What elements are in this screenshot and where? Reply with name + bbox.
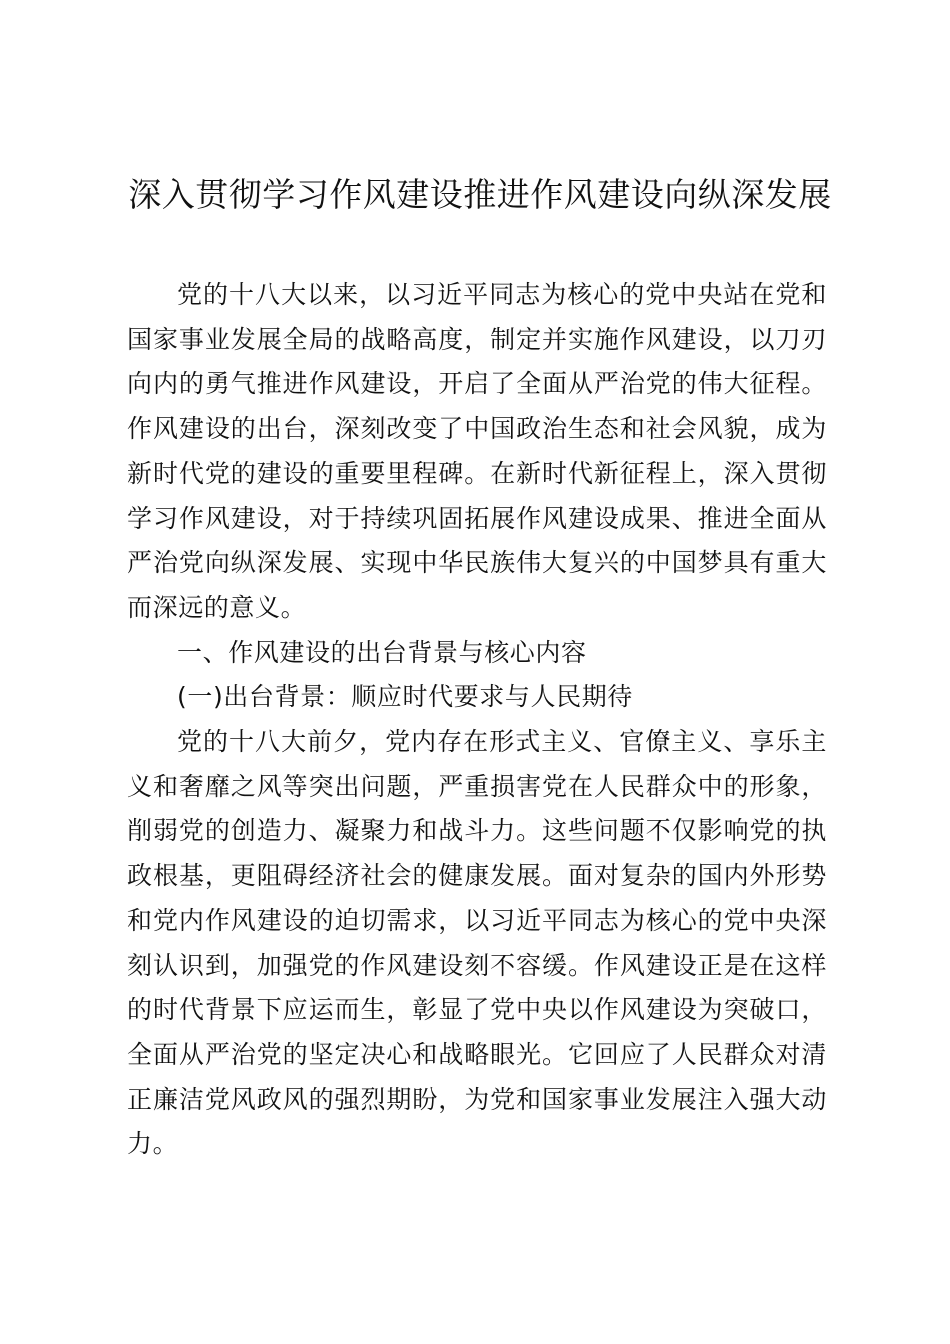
background-paragraph: 党的十八大前夕，党内存在形式主义、官僚主义、享乐主义和奢靡之风等突出问题，严重损害党在人民群众中的形象，削弱党的创造力、凝聚力和战斗力。这些问题不仅影响党的执政根基，更阻碍经济社会的健康发展。面对复杂的国内外形势和党内作风建设的迫切需求，以习近平同志为核心的党中央深刻认识到，加强党的作风建设刻不容缓。作风建设正是在这样的时代背景下应运而生，彰显了党中央以作风建设为突破口，全面从严治党的坚定决心和战略眼光。它回应了人民群众对清正廉洁党风政风的强烈期盼，为党和国家事业发展注入强大动力。 [127,727,827,1159]
section-heading: 一、作风建设的出台背景与核心内容 [177,637,587,667]
document-body [127,273,827,1167]
subsection-heading: (一)出台背景：顺应时代要求与人民期待 [177,682,633,712]
intro-paragraph: 党的十八大以来，以习近平同志为核心的党中央站在党和国家事业发展全局的战略高度，制定并实施作风建设，以刀刃向内的勇气推进作风建设，开启了全面从严治党的伟大征程。作风建设的出台，深刻改变了中国政治生态和社会风貌，成为新时代党的建设的重要里程碑。在新时代新征程上，深入贯彻学习作风建设，对于持续巩固拓展作风建设成果、推进全面从严治党向纵深发展、实现中华民族伟大复兴的中国梦具有重大而深远的意义。 [127,280,827,622]
document-title: 深入贯彻学习作风建设推进作风建设向纵深发展 [128,175,832,214]
